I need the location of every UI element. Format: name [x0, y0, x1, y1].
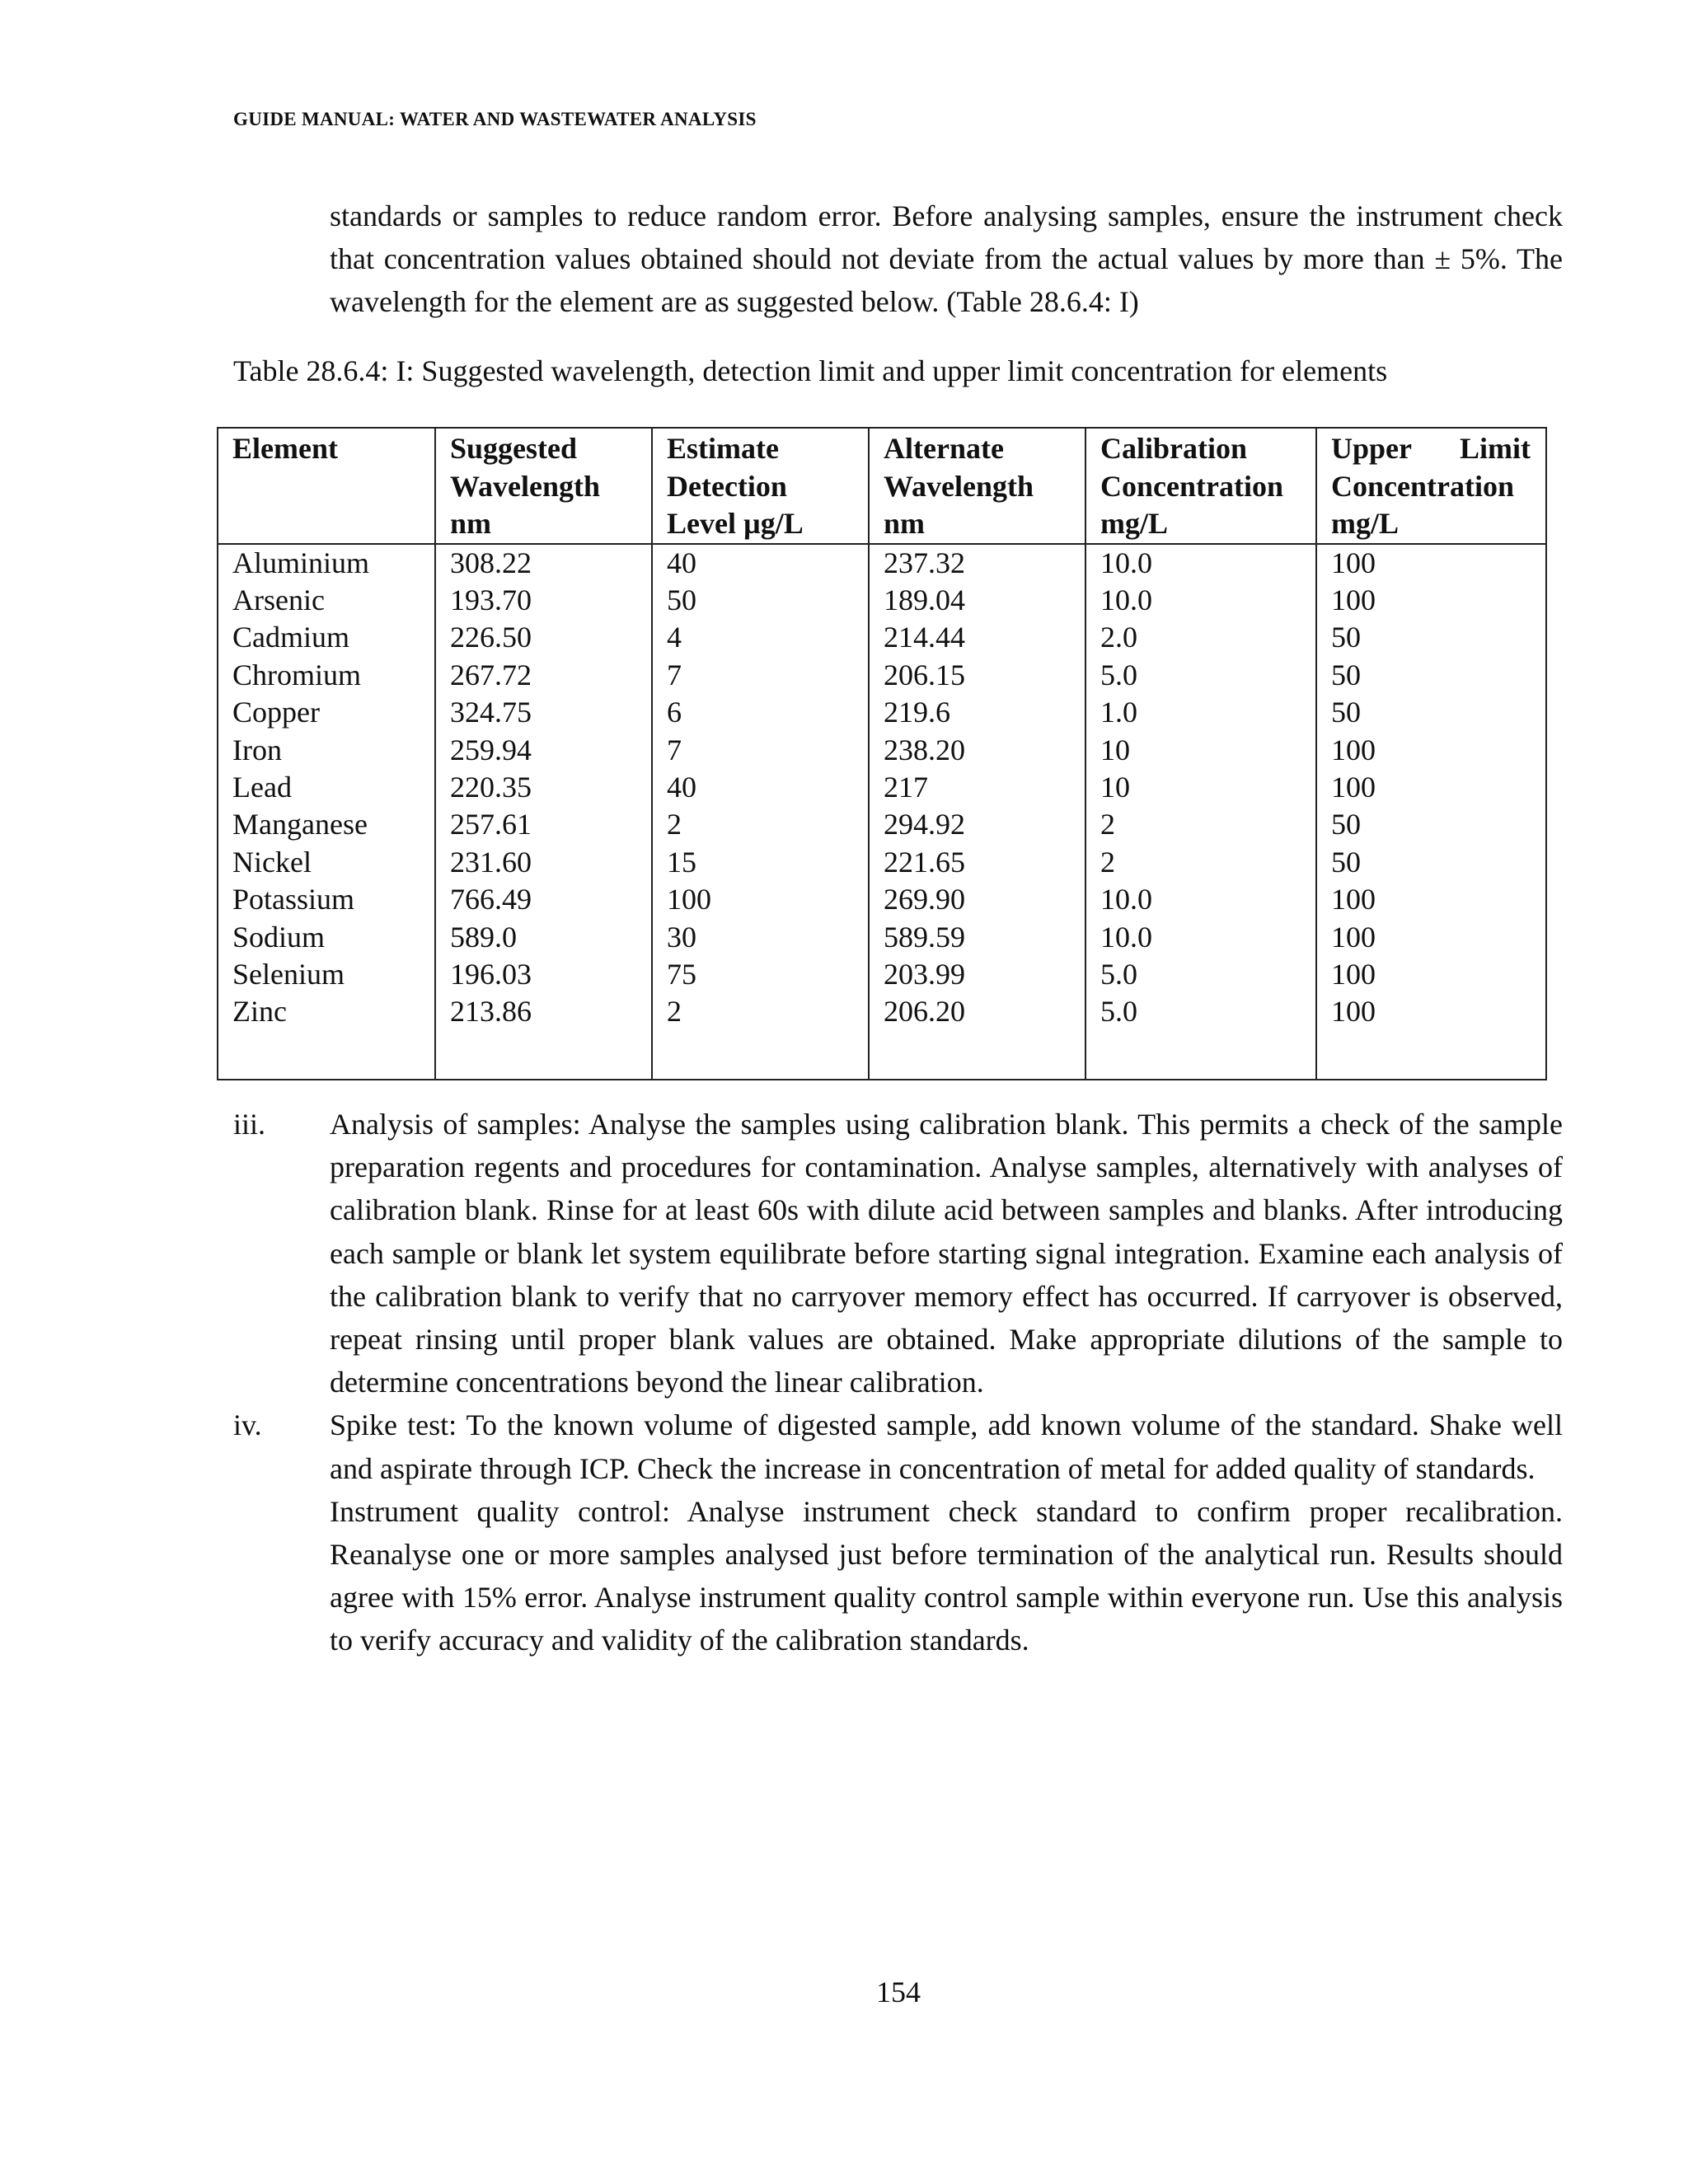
table-cell: 5.0	[1085, 993, 1316, 1030]
table-cell: Lead	[218, 769, 435, 806]
table-row	[218, 657, 1546, 694]
table-row	[218, 919, 1546, 956]
procedure-list	[233, 1103, 1563, 1662]
table-cell: 324.75	[435, 694, 652, 731]
table-cell: 206.15	[869, 657, 1085, 694]
table-cell: 2	[1085, 806, 1316, 843]
table-cell: Arsenic	[218, 582, 435, 619]
intro-paragraph: standards or samples to reduce random error. Before analysing samples, ensure the instrument check that concentration values obtained should not deviate from the actual values by more than ± 5%. The wavelength for the element are as suggested below. (Table 28.6.4: I)	[330, 199, 1563, 318]
table-cell: 219.6	[869, 694, 1085, 731]
table-cell: 5.0	[1085, 956, 1316, 993]
header-detection-level: Estimate Detection Level µg/L	[652, 428, 869, 544]
table-cell: 50	[1316, 619, 1546, 656]
table-cell-empty	[869, 1031, 1085, 1080]
header-word: Upper	[1331, 432, 1412, 465]
table-cell: Manganese	[218, 806, 435, 843]
table-cell: 206.20	[869, 993, 1085, 1030]
table-cell: 196.03	[435, 956, 652, 993]
table-cell: Selenium	[218, 956, 435, 993]
table-cell: 220.35	[435, 769, 652, 806]
table-cell: 50	[1316, 806, 1546, 843]
table-cell: 10.0	[1085, 919, 1316, 956]
table-cell: 100	[1316, 881, 1546, 918]
table-cell: 40	[652, 769, 869, 806]
table-cell: 294.92	[869, 806, 1085, 843]
table-cell: 2	[652, 806, 869, 843]
list-item-text: Spike test: To the known volume of digested sample, add known volume of the standard. Shake well and aspirate through ICP. Check the increase in concentration of metal for added quality of standards.	[330, 1408, 1563, 1485]
list-marker: iv.	[233, 1408, 262, 1442]
table-cell: 50	[1316, 657, 1546, 694]
table-cell: 100	[1316, 993, 1546, 1030]
page-header: GUIDE MANUAL: WATER AND WASTEWATER ANALYSIS	[233, 109, 757, 129]
element-wavelength-table	[217, 427, 1547, 1080]
table-cell: 237.32	[869, 544, 1085, 582]
table-cell: 50	[1316, 694, 1546, 731]
table-cell: 257.61	[435, 806, 652, 843]
table-cell: 238.20	[869, 732, 1085, 769]
header-calibration-concentration: Calibration Concentration mg/L	[1085, 428, 1316, 544]
table-cell: 100	[652, 881, 869, 918]
table-cell: 2	[1085, 844, 1316, 881]
table-cell: 100	[1316, 544, 1546, 582]
table-cell: 100	[1316, 769, 1546, 806]
table-cell: 259.94	[435, 732, 652, 769]
list-item-text: Analysis of samples: Analyse the samples using calibration blank. This permits a check of the sample preparation regents and procedures for contamination. Analyse samples, alternatively with analyses of calibration blank. Rinse for at least 60s with dilute acid between samples and blanks. After introducing each sample or blank let system equilibrate before starting signal integration. Examine each analysis of the calibration blank to verify that no carryover memory effect has occurred. If carryover is observed, repeat rinsing until proper blank values are obtained. Make appropriate dilutions of the sample to determine concentrations beyond the linear calibration.	[330, 1108, 1563, 1399]
table-cell: 50	[1316, 844, 1546, 881]
table-cell-empty	[1316, 1031, 1546, 1080]
table-cell: 10.0	[1085, 582, 1316, 619]
table-cell: 226.50	[435, 619, 652, 656]
header-suggested-wavelength: Suggested Wavelength nm	[435, 428, 652, 544]
table-row	[218, 993, 1546, 1030]
table-cell: 267.72	[435, 657, 652, 694]
instrument-quality-control-paragraph: Instrument quality control: Analyse instrument check standard to confirm proper recalibration. Reanalyse one or more samples analysed just before termination of the analytical run. Results should agree with 15% error. Analyse instrument quality control sample within everyone run. Use this analysis to verify accuracy and validity of the calibration standards.	[330, 1494, 1563, 1657]
page-number: 154	[876, 1975, 921, 2008]
table-row	[218, 844, 1546, 881]
upper-limit-split	[1331, 430, 1545, 468]
table-cell: 589.0	[435, 919, 652, 956]
table-cell: 213.86	[435, 993, 652, 1030]
table-row	[218, 956, 1546, 993]
table-cell-empty	[435, 1031, 652, 1080]
list-marker: iii.	[233, 1108, 266, 1141]
table-cell: 1.0	[1085, 694, 1316, 731]
table-cell: 100	[1316, 919, 1546, 956]
table-cell: 193.70	[435, 582, 652, 619]
table-row	[218, 694, 1546, 731]
table-body	[218, 544, 1546, 1080]
table-cell: 203.99	[869, 956, 1085, 993]
table-header-row	[218, 428, 1546, 544]
table-cell: 589.59	[869, 919, 1085, 956]
table-row	[218, 544, 1546, 582]
table-row	[218, 881, 1546, 918]
table-cell: 6	[652, 694, 869, 731]
table-cell: Zinc	[218, 993, 435, 1030]
table-cell: Iron	[218, 732, 435, 769]
list-item-iv	[233, 1404, 1563, 1489]
table-cell: Nickel	[218, 844, 435, 881]
table-row	[218, 732, 1546, 769]
table-cell: 4	[652, 619, 869, 656]
table-spacer-row	[218, 1031, 1546, 1080]
table-cell: Sodium	[218, 919, 435, 956]
table-cell: 766.49	[435, 881, 652, 918]
table-cell: 10	[1085, 732, 1316, 769]
table-cell: 10	[1085, 769, 1316, 806]
table-row	[218, 806, 1546, 843]
table-cell: Aluminium	[218, 544, 435, 582]
table-cell: 50	[652, 582, 869, 619]
table-cell: 100	[1316, 732, 1546, 769]
table-row	[218, 619, 1546, 656]
table-cell: 231.60	[435, 844, 652, 881]
table-cell: 10.0	[1085, 881, 1316, 918]
table-row	[218, 582, 1546, 619]
table-cell: 10.0	[1085, 544, 1316, 582]
table-cell: 100	[1316, 956, 1546, 993]
header-upper-limit-concentration: Upper Limit Concentration mg/L	[1316, 428, 1546, 544]
header-word: Limit	[1460, 432, 1531, 465]
table-cell: 40	[652, 544, 869, 582]
list-item-iii	[233, 1103, 1563, 1404]
table-cell-empty	[218, 1031, 435, 1080]
table-cell: 75	[652, 956, 869, 993]
table-cell: 214.44	[869, 619, 1085, 656]
table-cell: 221.65	[869, 844, 1085, 881]
table-cell: Chromium	[218, 657, 435, 694]
table-caption: Table 28.6.4: I: Suggested wavelength, detection limit and upper limit concentration for elements	[233, 354, 1388, 387]
table-cell: 100	[1316, 582, 1546, 619]
table-cell: 2	[652, 993, 869, 1030]
header-element: Element	[218, 428, 435, 544]
table-cell: 7	[652, 657, 869, 694]
table-cell: 30	[652, 919, 869, 956]
table-cell: 7	[652, 732, 869, 769]
table-cell: Copper	[218, 694, 435, 731]
table-cell: 269.90	[869, 881, 1085, 918]
table-cell: 15	[652, 844, 869, 881]
table-cell: 5.0	[1085, 657, 1316, 694]
table-cell-empty	[652, 1031, 869, 1080]
table-cell: Potassium	[218, 881, 435, 918]
table-cell: Cadmium	[218, 619, 435, 656]
table-row	[218, 769, 1546, 806]
table-cell: 217	[869, 769, 1085, 806]
table-cell: 2.0	[1085, 619, 1316, 656]
table-cell-empty	[1085, 1031, 1316, 1080]
table-cell: 308.22	[435, 544, 652, 582]
header-alternate-wavelength: Alternate Wavelength nm	[869, 428, 1085, 544]
table-cell: 189.04	[869, 582, 1085, 619]
